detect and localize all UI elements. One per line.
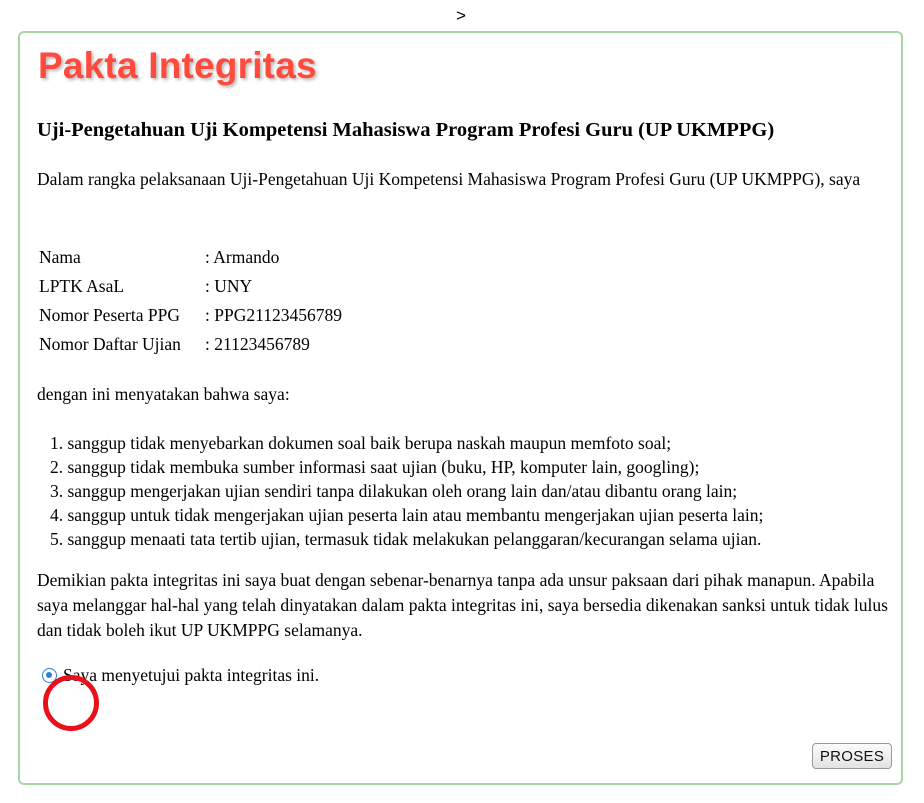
exam-subtitle: Uji-Pengetahuan Uji Kompetensi Mahasiswa Program Profesi Guru (UP UKMPPG) (37, 119, 775, 141)
closing-text: Demikian pakta integritas ini saya buat dengan sebenar-benarnya tanpa ada unsur paksaan dari pihak manapun. Apabila saya melanggar hal-hal yang telah dinyatakan dalam pakta integritas ini, saya bersedia dikenakan sanksi untuk tidak lulus dan tidak boleh ikut UP UKMPPG selamanya. (37, 570, 888, 640)
participant-info (39, 243, 342, 359)
info-label: Nama (39, 247, 81, 267)
page-title: Pakta Integritas (38, 45, 317, 86)
info-value: : PPG21123456789 (205, 305, 342, 325)
info-label: Nomor Daftar Ujian (39, 334, 181, 354)
info-value: : Armando (205, 247, 280, 267)
commitment-item: 2. sanggup tidak membuka sumber informasi saat ujian (buku, HP, komputer lain, googling); (50, 457, 700, 477)
commitment-item: 1. sanggup tidak menyebarkan dokumen soal baik berupa naskah maupun memfoto soal; (50, 433, 672, 453)
info-label: LPTK AsaL (39, 276, 125, 296)
info-row-lptk (39, 272, 342, 301)
agree-label[interactable]: Saya menyetujui pakta integritas ini. (63, 665, 320, 685)
proses-button[interactable]: PROSES (812, 743, 892, 769)
info-row-nomor-daftar (39, 330, 342, 359)
integrity-pact-panel (18, 31, 903, 785)
intro-text: Dalam rangka pelaksanaan Uji-Pengetahuan Uji Kompetensi Mahasiswa Program Profesi Guru (UP UKMPPG), saya (37, 169, 861, 189)
info-value: : UNY (205, 276, 253, 296)
commitment-item: 5. sanggup menaati tata tertib ujian, termasuk tidak melakukan pelanggaran/kecurangan selama ujian. (50, 529, 762, 549)
info-row-nama (39, 243, 342, 272)
highlight-circle (43, 675, 99, 731)
info-label: Nomor Peserta PPG (39, 305, 180, 325)
commitment-item: 4. sanggup untuk tidak mengerjakan ujian peserta lain atau membantu mengerjakan ujian peserta lain; (50, 505, 764, 525)
top-arrow: > (456, 6, 466, 25)
commitment-item: 3. sanggup mengerjakan ujian sendiri tanpa dilakukan oleh orang lain dan/atau dibantu orang lain; (50, 481, 738, 501)
info-value: : 21123456789 (205, 334, 310, 354)
radio-selected-dot (46, 672, 52, 678)
info-row-nomor-peserta (39, 301, 342, 330)
commitment-list (50, 431, 763, 551)
declaration-text: dengan ini menyatakan bahwa saya: (37, 384, 290, 404)
